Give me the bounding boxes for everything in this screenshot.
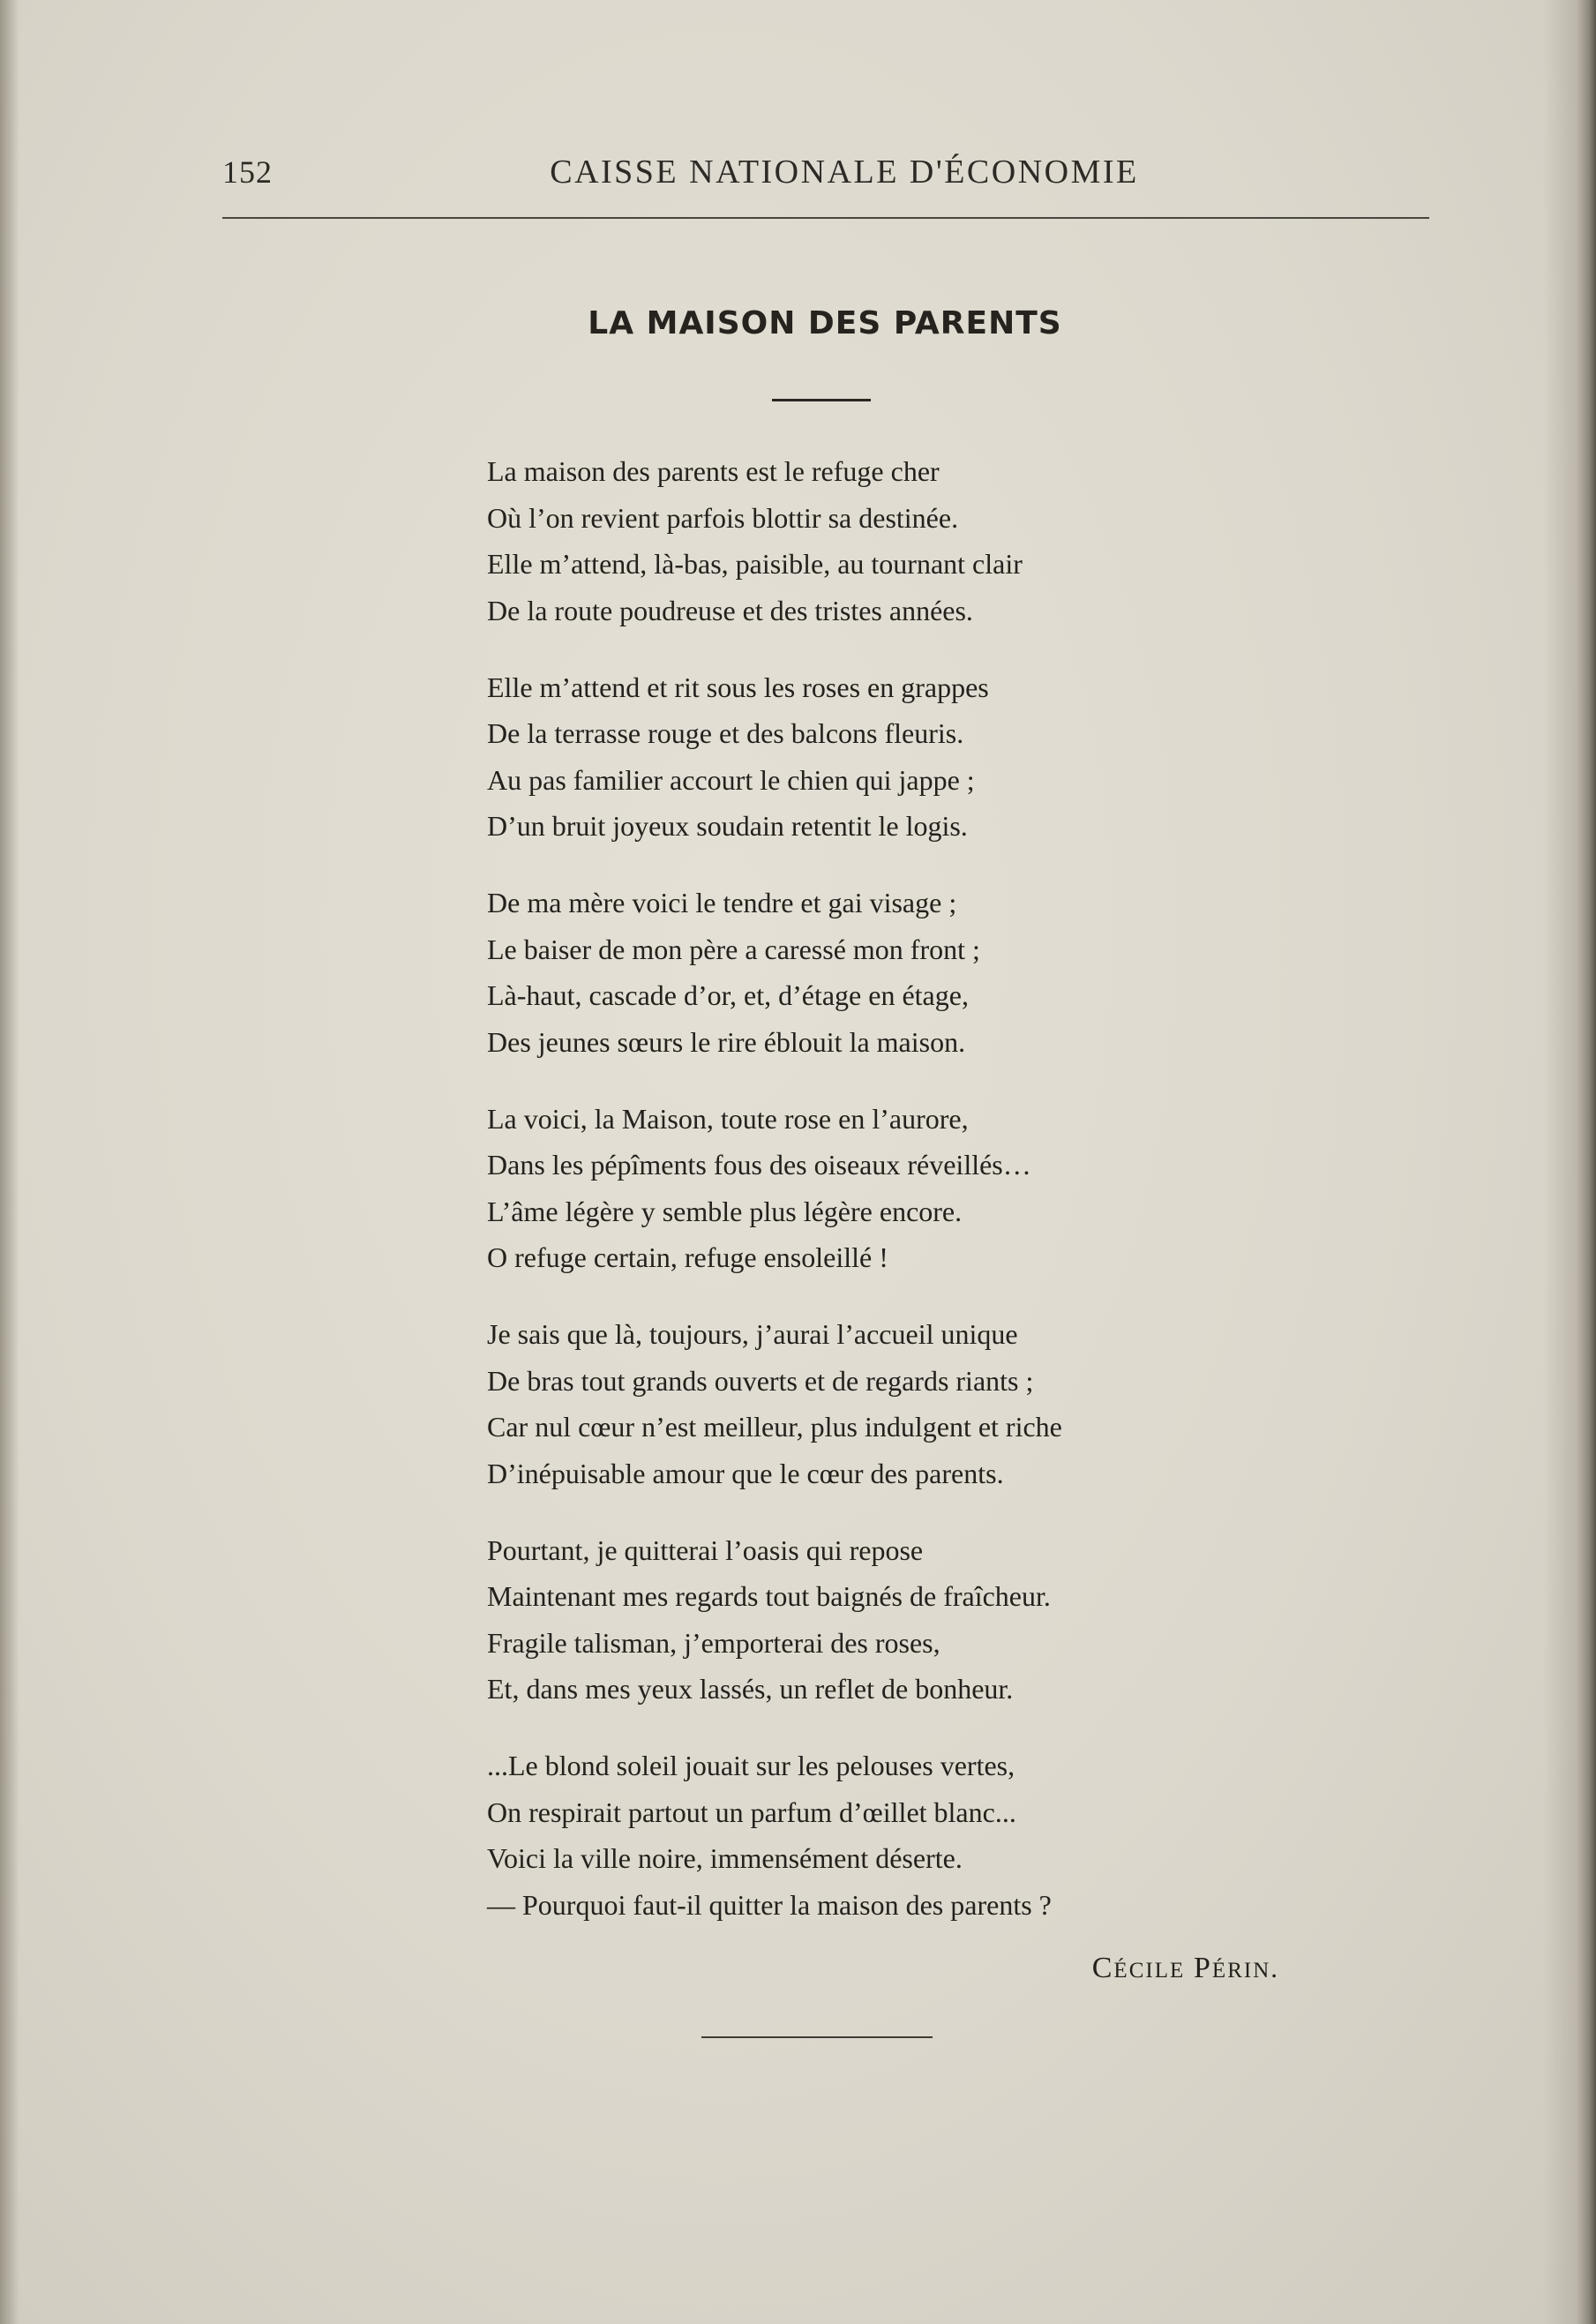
verse-line: D’inépuisable amour que le cœur des parents. [487, 1457, 1004, 1489]
verse-line: Voici la ville noire, immensément déserte. [487, 1842, 963, 1874]
verse-line: De ma mère voici le tendre et gai visage ; [487, 887, 957, 918]
stanza [487, 664, 1369, 850]
stanza [487, 880, 1369, 1065]
verse-line: La maison des parents est le refuge cher [487, 455, 940, 487]
author-signature [1015, 1946, 1279, 1993]
stanza [487, 1311, 1369, 1496]
verse-line: L’âme légère y semble plus légère encore. [487, 1195, 963, 1227]
running-head: CAISSE NATIONALE D'ÉCONOMIE [550, 154, 1139, 191]
verse-line: O refuge certain, refuge ensoleillé ! [487, 1241, 888, 1273]
verse-line: De la terrasse rouge et des balcons fleuris. [487, 717, 964, 749]
verse-line: Maintenant mes regards tout baignés de fraîcheur. [487, 1580, 1051, 1612]
binding-shadow [0, 0, 19, 2324]
signature-last-rest: ÉRIN [1211, 1959, 1271, 1983]
end-rule [701, 2036, 933, 2038]
verse-line: Car nul cœur n’est meilleur, plus indulgent et riche [487, 1411, 1062, 1443]
page-number: 152 [222, 154, 273, 190]
verse-line: Je sais que là, toujours, j’aurai l’accueil unique [487, 1318, 1018, 1350]
verse-line: Et, dans mes yeux lassés, un reflet de bonheur. [487, 1673, 1014, 1705]
stanza [487, 448, 1369, 633]
verse-line: De bras tout grands ouverts et de regards riants ; [487, 1364, 1034, 1397]
verse-line: — Pourquoi faut-il quitter la maison des parents ? [487, 1888, 1052, 1921]
verse-line: Fragile talisman, j’emporterai des roses, [487, 1626, 940, 1659]
verse-line: Où l’on revient parfois blottir sa destinée. [487, 501, 959, 534]
title-rule [772, 399, 871, 401]
verse-line: Des jeunes sœurs le rire éblouit la maison. [487, 1025, 966, 1058]
poem-title: LA MAISON DES PARENTS [588, 305, 1062, 341]
verse-line: D’un bruit joyeux soudain retentit le logis. [487, 810, 968, 842]
verse-line: Au pas familier accourt le chien qui jappe ; [487, 763, 975, 796]
stanza [487, 1527, 1369, 1713]
page-edge-shadow [1543, 0, 1596, 2324]
signature-first-rest: ÉCILE [1113, 1959, 1186, 1983]
verse-line: La voici, la Maison, toute rose en l’aurore, [487, 1102, 969, 1135]
stanza [487, 1743, 1369, 1928]
verse-line: Elle m’attend, là-bas, paisible, au tournant clair [487, 548, 1023, 580]
poem-body [487, 448, 1369, 1959]
verse-line: De la route poudreuse et des tristes années. [487, 594, 973, 626]
verse-line: Pourtant, je quitterai l’oasis qui repose [487, 1533, 924, 1566]
signature-last-initial: P [1194, 1952, 1212, 1984]
header-rule [222, 217, 1429, 219]
page-header [222, 150, 1429, 194]
verse-line: Le baiser de mon père a caressé mon front ; [487, 933, 980, 965]
verse-line: Dans les pépîments fous des oiseaux réveillés… [487, 1149, 1031, 1181]
verse-line: On respirait partout un parfum d’œillet blanc... [487, 1795, 1016, 1828]
signature-first-initial: C [1091, 1952, 1114, 1984]
stanza [487, 1096, 1369, 1281]
verse-line: Elle m’attend et rit sous les roses en grappes [487, 671, 989, 703]
signature-period: . [1270, 1953, 1279, 1983]
verse-line: Là-haut, cascade d’or, et, d’étage en étage, [487, 979, 969, 1011]
verse-line: ...Le blond soleil jouait sur les pelouses vertes, [487, 1750, 1015, 1781]
